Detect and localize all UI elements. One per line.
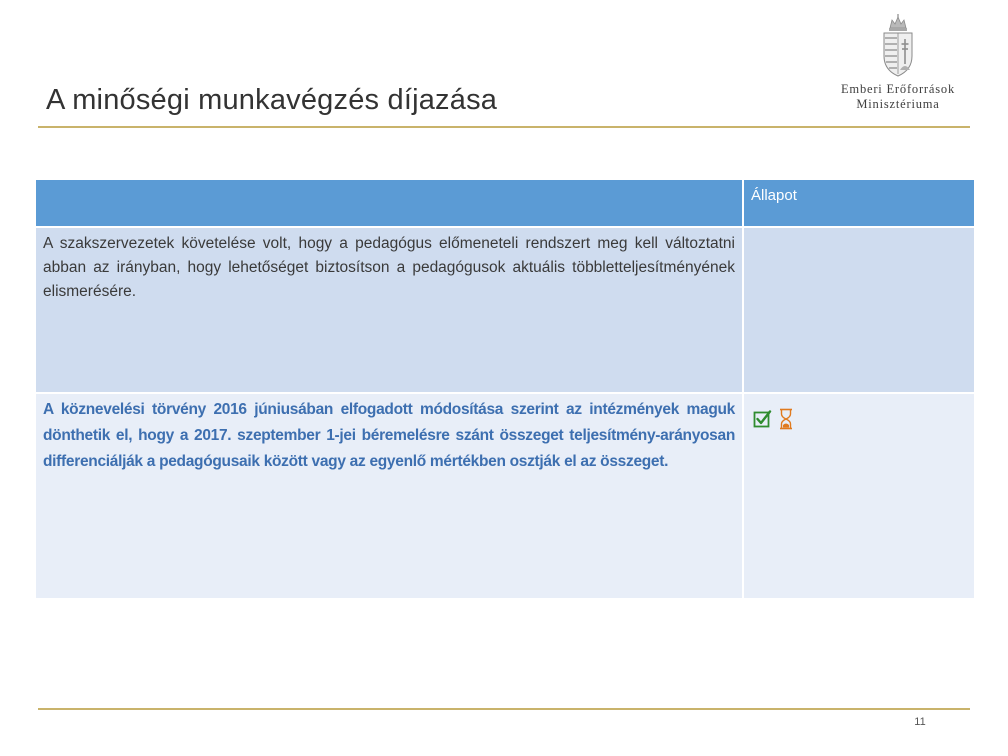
status-icons: [753, 408, 967, 430]
table-header-row: [36, 180, 974, 226]
page-number: 11: [914, 716, 926, 728]
status-table: [36, 180, 974, 598]
header-cell-status: Állapot: [744, 180, 974, 226]
ministry-name-line1: Emberi Erőforrások: [840, 82, 955, 96]
table-row: [36, 228, 974, 392]
ministry-name-line2: Minisztériuma: [856, 97, 940, 111]
hourglass-icon: [779, 408, 793, 430]
slide-title: A minőségi munkavégzés díjazása: [46, 84, 498, 116]
ministry-name: [826, 82, 970, 112]
table-row: [36, 394, 974, 598]
row-description: A szakszervezetek követelése volt, hogy a pedagógus előmeneteli rendszert meg kell változtatni abban az irányban, hogy lehetőséget biztosítson a pedagógusok aktuális többletteljesítményének elismerésére.: [36, 228, 742, 392]
row-description: A köznevelési törvény 2016 júniusában elfogadott módosítása szerint az intézmények maguk dönthetik el, hogy a 2017. szeptember 1-jei béremelésre szánt összeget teljesítmény-arányosan differenciálják a pedagógusaik között vagy az egyenlő mértékben osztják el az összeget.: [36, 394, 742, 598]
footer-divider: [38, 708, 970, 710]
checked-box-icon: [753, 409, 773, 429]
title-divider: [38, 126, 970, 128]
row-status: [744, 228, 974, 392]
hungarian-coat-of-arms-icon: [876, 14, 920, 80]
ministry-logo: [826, 12, 970, 114]
row-status: [744, 394, 974, 598]
header-cell-description: [36, 180, 742, 226]
